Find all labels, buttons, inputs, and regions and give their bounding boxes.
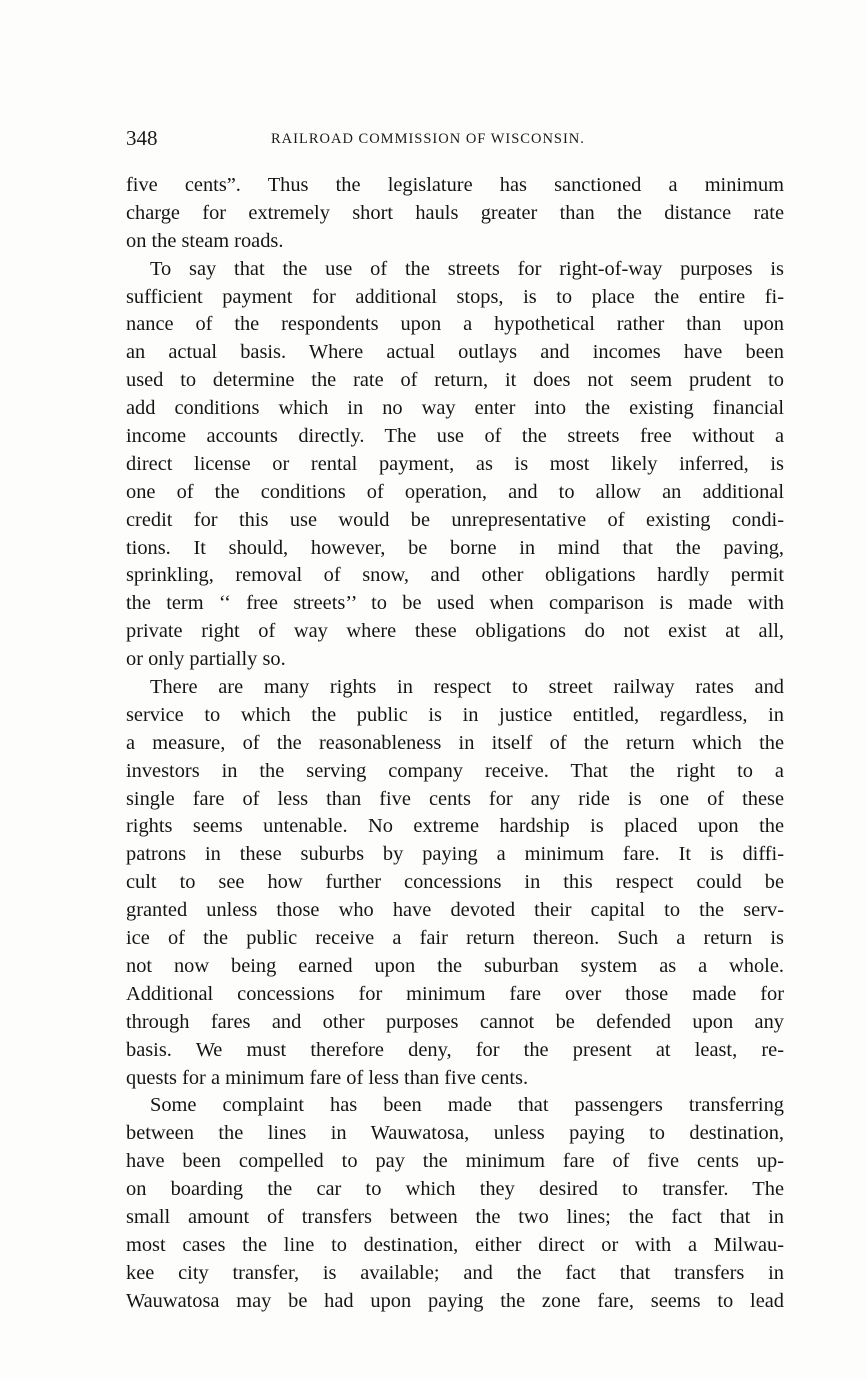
body-text [126,172,784,1316]
paragraph [126,674,784,1092]
text-line: most cases the line to destination, either direct or with a Milwau- [126,1233,784,1256]
text-line: rights seems untenable. No extreme hardship is placed upon the [126,815,784,838]
text-line: basis. We must therefore deny, for the present at least, re- [126,1038,784,1061]
text-line: Wauwatosa may be had upon paying the zone fare, seems to lead [126,1289,784,1312]
text-line: granted unless those who have devoted their capital to the serv- [126,899,784,922]
text-line: charge for extremely short hauls greater than the distance rate [126,201,784,224]
text-line: a measure, of the reasonableness in itself of the return which the [126,731,784,754]
text-line: quests for a minimum fare of less than five cents. [126,1066,529,1089]
text-line: on the steam roads. [126,229,284,252]
text-line: sprinkling, removal of snow, and other obligations hardly permit [126,564,784,587]
text-line: used to determine the rate of return, it does not seem prudent to [126,369,784,392]
text-line: add conditions which in no way enter into the existing financial [126,397,784,420]
text-line: Some complaint has been made that passengers transferring [150,1094,784,1117]
text-line: on boarding the car to which they desired to transfer. The [126,1178,784,1201]
text-line: not now being earned upon the suburban system as a whole. [126,954,784,977]
text-line: small amount of transfers between the two lines; the fact that in [126,1205,784,1228]
paragraph [126,256,784,674]
text-line: income accounts directly. The use of the streets free without a [126,425,784,448]
text-line: kee city transfer, is available; and the fact that transfers in [126,1261,784,1284]
paragraph [126,1092,784,1315]
text-line: investors in the serving company receive. That the right to a [126,759,784,782]
text-line: single fare of less than five cents for any ride is one of these [126,787,784,810]
text-line: one of the conditions of operation, and to allow an additional [126,480,784,503]
text-line: direct license or rental payment, as is most likely inferred, is [126,452,784,475]
text-line: through fares and other purposes cannot be defended upon any [126,1010,784,1033]
text-line: credit for this use would be unrepresentative of existing condi- [126,508,784,531]
text-line: service to which the public is in justice entitled, regardless, in [126,703,784,726]
paragraph [126,172,784,256]
text-line: cult to see how further concessions in this respect could be [126,871,784,894]
text-line: sufficient payment for additional stops, is to place the entire fi- [126,285,784,308]
text-line: five cents”. Thus the legislature has sanctioned a minimum [126,174,784,196]
text-line: To say that the use of the streets for right-of-way purposes is [150,257,784,280]
text-line: nance of the respondents upon a hypothetical rather than upon [126,313,784,336]
text-line: or only partially so. [126,648,286,671]
text-line: patrons in these suburbs by paying a minimum fare. It is diffi- [126,843,784,866]
running-head [126,124,786,154]
text-line: the term ‘‘ free streets’’ to be used when comparison is made with [126,592,784,615]
running-title: RAILROAD COMMISSION OF WISCONSIN. [271,131,585,147]
page-number: 348 [126,126,158,150]
text-line: tions. It should, however, be borne in mind that the paving, [126,536,784,559]
text-line: There are many rights in respect to street railway rates and [150,676,784,699]
text-line: Additional concessions for minimum fare over those made for [126,982,784,1005]
text-line: have been compelled to pay the minimum fare of five cents up- [126,1150,784,1173]
text-line: an actual basis. Where actual outlays and incomes have been [126,341,784,364]
text-line: ice of the public receive a fair return thereon. Such a return is [126,927,784,950]
text-line: private right of way where these obligations do not exist at all, [126,620,784,643]
text-line: between the lines in Wauwatosa, unless paying to destination, [126,1122,784,1145]
